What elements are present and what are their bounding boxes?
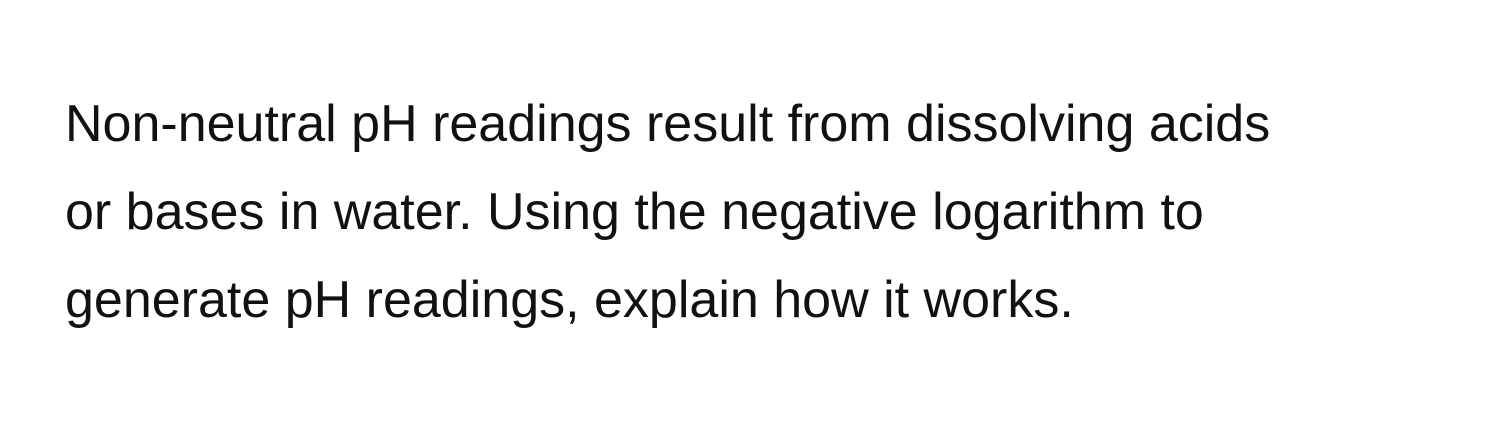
paragraph-line: Non-neutral pH readings result from dissolving acids xyxy=(65,95,1271,153)
paragraph-line: or bases in water. Using the negative logarithm to xyxy=(65,183,1204,241)
paragraph-line: generate pH readings, explain how it works. xyxy=(65,271,1074,329)
question-paragraph xyxy=(65,80,1465,344)
